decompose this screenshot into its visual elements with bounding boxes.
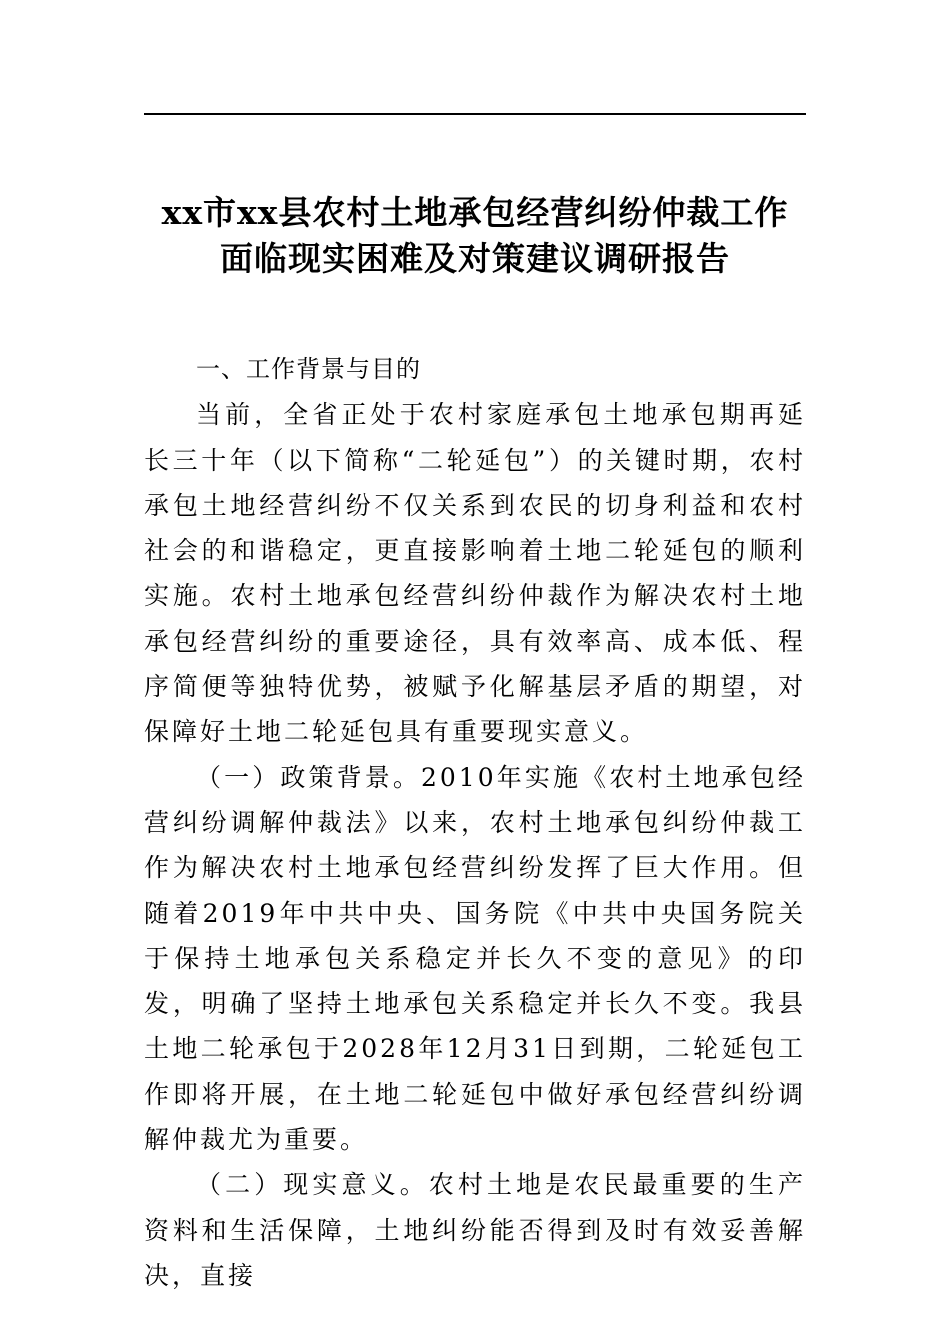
policy-paragraph — [144, 755, 806, 1163]
document-body — [144, 347, 806, 1298]
document-title — [144, 190, 806, 282]
policy-label: （一）政策背景。 — [196, 762, 421, 792]
title-line-2: 面临现实困难及对策建议调研报告 — [220, 239, 730, 278]
significance-text: 农村土地是农民最重要的生产资料和生活保障，土地纠纷能否得到及时有效妥善解决，直接 — [144, 1170, 806, 1290]
significance-label: （二）现实意义。 — [196, 1170, 429, 1200]
significance-paragraph — [144, 1162, 806, 1298]
header-rule — [144, 113, 806, 115]
intro-paragraph: 当前，全省正处于农村家庭承包土地承包期再延长三十年（以下简称“二轮延包”）的关键时期，农村承包土地经营纠纷不仅关系到农民的切身利益和农村社会的和谐稳定，更直接影响着土地二轮延包的顺利实施。农村土地承包经营纠纷仲裁作为解决农村土地承包经营纠纷的重要途径，具有效率高、成本低、程序简便等独特优势，被赋予化解基层矛盾的期望，对保障好土地二轮延包具有重要现实意义。 — [144, 400, 806, 747]
section-heading: 一、工作背景与目的 — [196, 355, 421, 383]
policy-text: 2010年实施《农村土地承包经营纠纷调解仲裁法》以来，农村土地承包纠纷仲裁工作为解决农村土地承包经营纠纷发挥了巨大作用。但随着2019年中共中央、国务院《中共中央国务院关于保持土地承包关系稳定并长久不变的意见》的印发，明确了坚持土地承包关系稳定并长久不变。我县土地二轮承包于2028年12月31日到期，二轮延包工作即将开展，在土地二轮延包中做好承包经营纠纷调解仲裁尤为重要。 — [144, 762, 806, 1155]
title-line-1: xx市xx县农村土地承包经营纠纷仲裁工作 — [161, 193, 789, 232]
